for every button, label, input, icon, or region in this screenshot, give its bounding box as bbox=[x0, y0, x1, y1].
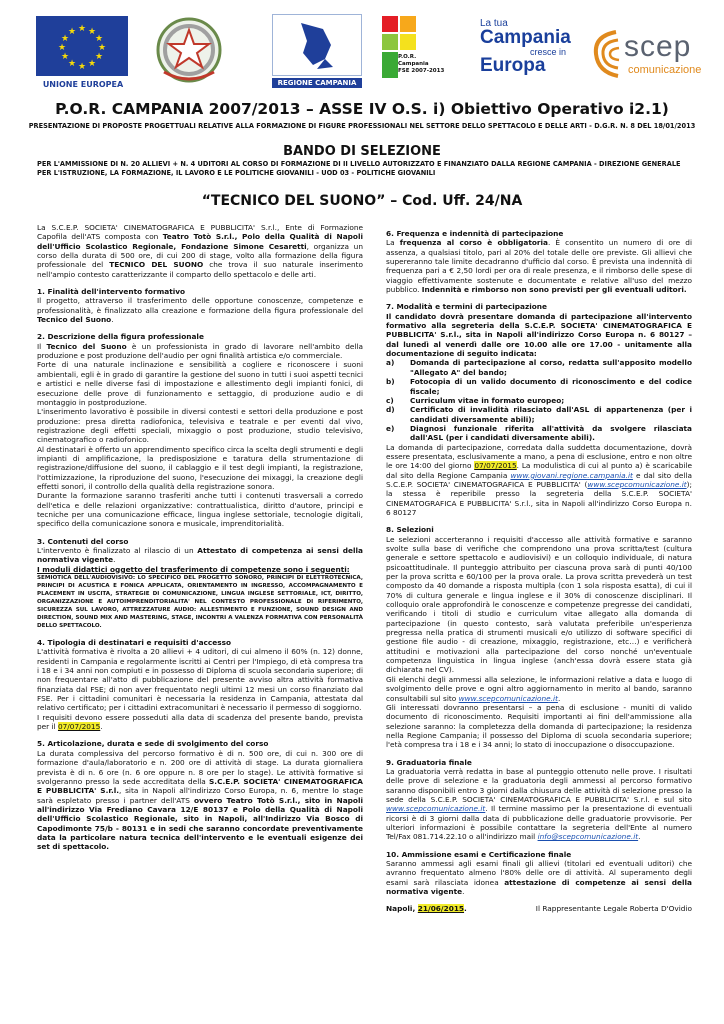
section-paragraph bbox=[386, 767, 692, 842]
campania-line: Campania bbox=[480, 27, 571, 48]
list-marker: a) bbox=[386, 358, 395, 368]
text: . bbox=[113, 555, 116, 565]
campania-line: Europa bbox=[480, 55, 546, 76]
list-text: Fotocopia di un valido documento di riconoscimento e del codice fiscale; bbox=[410, 377, 692, 396]
text: Attestato di competenza ai sensi della normativa vigente bbox=[37, 546, 363, 565]
svg-text:★: ★ bbox=[94, 52, 104, 62]
list-item bbox=[386, 424, 692, 443]
text: . bbox=[462, 887, 465, 897]
text: Teatro Totò S.r.l., Polo della Qualità di Napoli dell'Ufficio Scolastico Regionale, Fondazione Simone Cesaretti bbox=[37, 232, 363, 251]
campania-line: cresce in bbox=[529, 47, 566, 57]
campania-line: La tua bbox=[480, 18, 508, 29]
svg-text:★: ★ bbox=[67, 27, 77, 37]
section-paragraph: L'attività formativa è rivolta a 20 allievi + 4 uditori, di cui almeno il 60% (n. 12) donne, residenti in Campania e regolarmente iscritti ai Centri per l'Impiego, di età compresa tra i 18 e i 34 anni non compiuti e in possesso di Diploma di scuola secondaria superiore; di non frequentare all'atto di pubblicazione del presente avviso altra attività formativa finanziata dal FSE; di non aver frequentato negli ultimi 12 mesi un corso finanziato dal FSE. Per i cittadini comunitari è necessaria la residenza in Campania, attestata dal relativo certificato; per i cittadini extracomunitari è necessario il permesso di soggiorno. bbox=[37, 647, 363, 713]
svg-text:★: ★ bbox=[87, 27, 97, 37]
right-column bbox=[386, 229, 692, 914]
regione-website-link[interactable]: www.giovani.regione.campania.it bbox=[510, 470, 633, 480]
document-title: P.O.R. CAMPANIA 2007/2013 – ASSE IV O.S. i) Obiettivo Operativo i2.1) bbox=[55, 100, 669, 118]
svg-text:★: ★ bbox=[60, 52, 70, 62]
text: La graduatoria verrà redatta in base al punteggio ottenuto nelle prove. I risultati delle prove di selezione e la graduatoria degli ammessi al percorso formativo saranno disponibili entro 3 giorni dalla chiusura delle attività di selezione presso la sede della S.C.E.P. SOCIETA' CINEMATOGRAFICA E PUBBLICITA' S.r.l. e sul sito bbox=[386, 766, 692, 804]
section-paragraph: L'inserimento lavorativo è possibile in diversi contesti e settori della produzione e post produzione: presa diretta radiofonica, televisiva e teatrale e per eventi dal vivo, registrazione degli effetti speciali, mixaggio o post produzione, studio televisivo, cinematografico o radiofonico. bbox=[37, 407, 363, 445]
modules-heading: I moduli didattici oggetto del trasferimento di competenze sono i seguenti: bbox=[37, 564, 350, 574]
section-paragraph bbox=[37, 296, 363, 324]
scep-wordmark: scep bbox=[624, 30, 692, 63]
section-heading: 10. Ammissione esami e Certificazione finale bbox=[386, 849, 572, 859]
section-paragraph bbox=[37, 713, 363, 732]
section-paragraph bbox=[386, 675, 692, 703]
section-paragraph: Gli interessati dovranno presentarsi – a pena di esclusione - muniti di valido documento di riconoscimento. Requisiti importanti ai fini dell'ammissione alla selezione saranno: la completezza della domanda di partecipazione; la residenza nella Regione Campania; il possesso del Diploma di scuola secondaria superiore; l'età compresa tra i 18 e i 34 anni; lo stato di inoccupazione o disoccupazione. bbox=[386, 702, 692, 750]
logo-strip bbox=[0, 12, 724, 90]
list-item bbox=[386, 358, 692, 377]
svg-text:★: ★ bbox=[97, 43, 107, 53]
section-heading: 9. Graduatoria finale bbox=[386, 757, 472, 767]
eu-flag-logo bbox=[36, 16, 128, 76]
bando-subheading: PER L'AMMISSIONE DI N. 20 ALLIEVI + N. 4 UDITORI AL CORSO DI FORMAZIONE DI II LIVELLO AUTORIZZATO E FINANZIATO DALLA REGIONE CAMPANIA - DIREZIONE GENERALE PER L'ISTRUZIONE, LA FORMAZIONE, IL LAVORO E LE POLITICHE GIOVANILI - UOD 03 - POLITICHE GIOVANILI bbox=[37, 160, 681, 177]
svg-text:★: ★ bbox=[60, 34, 70, 44]
eu-label: UNIONE EUROPEA bbox=[42, 80, 124, 89]
text: Tecnico del Suono bbox=[37, 315, 112, 325]
scep-tagline: comunicazione bbox=[628, 64, 702, 76]
section-paragraph bbox=[37, 749, 363, 852]
text: Napoli, bbox=[386, 904, 418, 914]
section-heading: 1. Finalità dell'intervento formativo bbox=[37, 287, 186, 297]
place-date bbox=[386, 904, 467, 913]
section-heading: 6. Frequenza e indennità di partecipazione bbox=[386, 229, 564, 238]
text: Gli elenchi degli ammessi alla selezione, le informazioni relative a data e luogo di svolgimento delle prove e ogni altro aggiornamento in merito al bando, saranno consultabili sul sito bbox=[386, 674, 692, 703]
text: La S.C.E.P. SOCIETA' CINEMATOGRAFICA E PUBBLICITA' S.r.l., Ente di Formazione Capofila dell'ATS composta con bbox=[37, 223, 363, 242]
list-text: Domanda di partecipazione al corso, redatta sull'apposito modello "Allegato A" del bando; bbox=[410, 358, 692, 377]
text: . bbox=[557, 693, 561, 703]
text: , sita in Napoli all'indirizzo Corso Europa, n. 6, mentre lo stage sarà espletato presso i partner dell'ATS bbox=[37, 786, 363, 805]
left-column bbox=[37, 223, 363, 852]
text: I requisiti devono essere posseduti alla data di scadenza del presente bando, prevista per il bbox=[37, 712, 363, 732]
text: TECNICO DEL SUONO bbox=[109, 260, 204, 270]
signature-line bbox=[386, 904, 692, 913]
section-heading: 8. Selezioni bbox=[386, 525, 434, 535]
list-item bbox=[386, 377, 692, 396]
italian-republic-emblem bbox=[150, 14, 228, 86]
text: e dal sito della S.C.E.P. SOCIETA' CINEMATOGRAFICA E PUBBLICITA' ( bbox=[386, 470, 693, 489]
section-paragraph: Il candidato dovrà presentare domanda di partecipazione all'intervento formativo alla segreteria della S.C.E.P. SOCIETA' CINEMATOGRAFICA E PUBBLICITA' S.r.l., sita in Napoli all'indirizzo Corso Europa n. 6 80127 – dal lunedì al venerdì dalle ore 10.00 alle ore 17.00 - unitamente alla documentazione di seguito indicata: bbox=[386, 311, 692, 359]
scep-website-link[interactable]: www.scepcomunicazione.it bbox=[587, 479, 687, 489]
text: La bbox=[386, 238, 400, 248]
text: attestazione di competenze ai sensi della normativa vigente bbox=[386, 877, 692, 897]
list-marker: c) bbox=[386, 395, 394, 405]
svg-text:★: ★ bbox=[67, 59, 77, 69]
campania-europa-logo bbox=[480, 18, 580, 75]
text: ); la stessa è reperibile presso la segreteria della S.C.E.P. SOCIETA' CINEMATOGRAFICA E PUBBLICITA' S.r.l., sita in Napoli all'indirizzo Corso Europa n. 6 80127 bbox=[386, 479, 692, 517]
section-paragraph: Le selezioni accerteranno i requisiti d'accesso alle attività formative e saranno svolte sulla base di verifiche che comprendono una prova scritta/test (cultura generale e settore spettacolo e audiovisivi) e un colloquio individuale, di natura psicoattitudinale. Il punteggio attribuito per ciascuna prova sarà di punti 40/100 per la prova scritta e 60/100 per la prova orale. La prova scritta prevederà un test composto da 40 domande a risposta multipla (con 1 sola risposta esatta), di cui il 70% di cultura generale e lingua inglese e il 30% di conoscenze disciplinari. Il colloquio orale approfondirà le conoscenze e competenze pregresse dei candidati, verificando i titoli di studio e curriculum vitae allegato alla domanda di partecipazione (in questo contesto, sarà valutata preferibile un'esperienza pregressa nella pratica di strumenti musicali e/o utilizzo di software specifici di gestione file audio - di creazione, mixaggio, registrazione, etc…) e verificherà attitudini e motivazioni alla partecipazione del corso nonché un'eventuale competenza linguistica in lingua inglese (anch'essa dovrà essere stata già dichiarata nel CV). bbox=[386, 534, 692, 675]
list-text: Certificato di invalidità rilasciato dall'ASL di appartenenza (per i candidati diversamente abili); bbox=[410, 405, 692, 424]
section-paragraph: Durante la formazione saranno trasferiti anche tutti i contenuti trasversali a corredo dell'etica e delle relazioni organizzative: contrattualistica, diritto d'autore, principi e tecniche per una comunicazione efficace, lingua inglese settoriale, tecnologie digitali, specifico della comunicazione sonora e musicale, imprenditorialità. bbox=[37, 491, 363, 529]
section-paragraph bbox=[386, 859, 692, 896]
text: S.C.E.P. SOCIETA' CINEMATOGRAFICA E PUBBLICITA' S.r.l. bbox=[37, 776, 363, 796]
deadline-date: 07/07/2015 bbox=[474, 461, 517, 471]
email-link[interactable]: info@scepcomunicazione.it bbox=[537, 832, 639, 842]
list-item bbox=[386, 405, 692, 424]
section-heading: 7. Modalità e termini di partecipazione bbox=[386, 302, 547, 312]
text: Il bbox=[37, 341, 47, 351]
svg-text:★: ★ bbox=[87, 59, 97, 69]
text: La durata complessiva del percorso formativo è di n. 500 ore, di cui n. 300 ore di formazione d'aula/laboratorio e n. 200 ore di attività di stage. La durata giornaliera prevista è di n. 6 ore (n. 6 ore oppure n. 8 ore per lo stage). Le attività formative si svolgeranno presso la sede accreditata della bbox=[37, 748, 363, 786]
sign-date: 21/06/2015 bbox=[417, 904, 465, 914]
por-text-line: Campania bbox=[398, 61, 429, 67]
section-paragraph: Al destinatari è offerto un apprendimento specifico circa la scelta degli strumenti e degli impianti di amplificazione, la predisposizione e taratura della strumentazione di registrazione/diffusione del suono, il cablaggio e il test degli impianti, la registrazione, l'ottimizzazione, la riproduzione del suono, l'esecuzione dei mixaggi, la creazione degli effetti sonori, il controllo della qualità della registrazione sonora. bbox=[37, 444, 363, 491]
text: . bbox=[111, 315, 114, 325]
list-marker: d) bbox=[386, 405, 395, 415]
course-title: “TECNICO DEL SUONO” – Cod. Uff. 24/NA bbox=[201, 193, 523, 209]
por-text-line: P.O.R. bbox=[398, 54, 417, 60]
modules-list: SEMIOTICA DELL'AUDIOVISIVO: LO SPECIFICO DEL PROGETTO SONORO, PRINCIPI DI ELETTROTECNICA, PRINCIPI DI ACUSTICA E FONICA APPLICATA, ORIENTAMENTO IN INGRESSO, ACCOMPAGNAMENTO E PLACEMENT IN USCITA, STRATEGIE DI COMUNICAZIONE, LINGUA INGLESE SETTORIALE, ICT, DIRITTO, ORGANIZZAZIONE E AUTOIMPRENDITORIALITA' NEL CONTESTO PROFESSIONALE DI RIFERIMENTO, SICUREZZA SUL LAVORO, ATTREZZATURE AUDIO: ALLESTIMENTO E FUNZIONE, SOUND DESIGN AND DIRECTION, SOUND MIX AND MASTERING, STAGE, INCONTRI A VALENZA FORMATIVA CON PERSONALITÀ DELLO SPETTACOLO. bbox=[37, 575, 363, 630]
text: , organizza un corso della durata di 500 ore, di cui 200 di stage, volto alla formazione della figura professionale del bbox=[37, 241, 363, 270]
legal-representative: Il Rappresentante Legale Roberta D'Ovidio bbox=[535, 904, 692, 914]
list-item bbox=[386, 396, 692, 405]
deadline-date: 07/07/2015 bbox=[57, 722, 101, 732]
list-text: Curriculum vitae in formato europeo; bbox=[410, 395, 565, 405]
text: . bbox=[464, 904, 467, 914]
section-paragraph bbox=[386, 238, 692, 294]
svg-text:★: ★ bbox=[94, 34, 104, 44]
section-paragraph bbox=[37, 342, 363, 361]
section-heading: 2. Descrizione della figura professionale bbox=[37, 332, 204, 342]
text: ovvero Teatro Totò S.r.l., sito in Napoli all'indirizzo Via Frediano Cavara 12/E 80137 e Polo della Qualità di Napoli dell'Ufficio Scolastico Regionale, sito in Napoli, all'Indirizzo Via Bosco di Capodimonte 75/b - 80131 e in sedi che saranno concordate preventivamente data la particolare natura tecnica dell'intervento e le eventuali esigenze dei set di spettacolo. bbox=[37, 795, 363, 852]
text: Tecnico del Suono bbox=[46, 341, 127, 351]
section-paragraph bbox=[37, 546, 363, 565]
section-heading: 4. Tipologia di destinatari e requisiti d'accesso bbox=[37, 638, 231, 648]
text: frequenza al corso è obbligatoria bbox=[399, 238, 548, 248]
svg-text:★: ★ bbox=[57, 43, 67, 53]
list-marker: b) bbox=[386, 377, 395, 387]
por-fse-text bbox=[398, 54, 444, 75]
list-marker: e) bbox=[386, 423, 395, 433]
document-subtitle: PRESENTAZIONE DI PROPOSTE PROGETTUALI RELATIVE ALLA FORMAZIONE DI FIGURE PROFESSIONALI NEL SETTORE DELLO SPETTACOLO E DELLE ARTI - D.G.R. N. 8 DEL 18/01/2013 bbox=[28, 122, 696, 130]
section-paragraph bbox=[386, 443, 692, 518]
text: . Il termine massimo per la presentazione di eventuali ricorsi è di 3 giorni dalla data di pubblicazione delle graduatorie provvisorie. Per ulteriori informazioni è possibile contattare la segreteria dell'Ente al numero Tel/Fax 081.714.22.10 o all'indirizzo mail bbox=[386, 804, 692, 842]
text: Saranno ammessi agli esami finali gli allievi (titolari ed eventuali uditori) che avranno frequentato almeno l'80% delle ore di attività. Al superamento degli esami sarà rilasciata idonea bbox=[386, 859, 692, 887]
regione-campania-logo bbox=[272, 14, 362, 76]
text: Il progetto, attraverso il trasferimento delle opportune conoscenze, competenze e professionalità, è finalizzato alla creazione e formazione della figura professionale del bbox=[37, 296, 363, 315]
text: Indennità e rimborso non sono previsti per gli eventuali uditori. bbox=[421, 285, 687, 295]
list-text: Diagnosi funzionale riferita all'attività da svolgere rilasciata dall'ASL (per i candidati diversamente abili). bbox=[410, 423, 692, 443]
regione-campania-label: REGIONE CAMPANIA bbox=[272, 78, 362, 88]
text: . È consentito un numero di ore di assenza, a qualsiasi titolo, pari al 20% del totale delle ore previste. Gli allievi che supereranno tale limite decadranno d'ufficio dal corso. È prevista una indennità di frequenza pari a € 2,50 lordi per ora di reale presenza, e il rimborso delle spese di viaggio effettivamente sostenute e documentate e relative all'uso del mezzo pubblico. bbox=[386, 238, 692, 295]
text: . La modulistica di cui al punto a) è scaricabile dal sito della Regione Campania bbox=[386, 461, 692, 480]
section-heading: 3. Contenuti del corso bbox=[37, 536, 129, 546]
text: che trova il suo naturale inserimento nell'ampio contesto caratterizzante il comparto dello spettacolo e delle arti. bbox=[37, 260, 364, 279]
por-text-line: FSE 2007-2013 bbox=[398, 68, 445, 74]
section-heading: 5. Articolazione, durata e sede di svolgimento del corso bbox=[37, 739, 269, 749]
svg-text:★: ★ bbox=[77, 62, 87, 72]
section-paragraph: Forte di una naturale inclinazione e sensibilità a cogliere e riconoscere i suoni ambientali, egli è in grado di garantire la gestione del suono in tutti i suoi aspetti tecnici e artistici e nelle diverse fasi di impostazione e allestimento degli impianti fonici, di esecuzione delle prove di funzionamento e settaggio, di produzione audio e di montaggio in postproduzione. bbox=[37, 360, 363, 407]
text: La domanda di partecipazione, corredata dalla suddetta documentazione, dovrà essere presentata, esclusivamente a mano, a pena di esclusione, entro e non oltre le ore 14:00 del giorno bbox=[386, 442, 692, 471]
text: L'intervento è finalizzato al rilascio di un bbox=[37, 546, 198, 555]
svg-text:★: ★ bbox=[77, 24, 87, 34]
scep-website-link[interactable]: www.scepcomunicazione.it bbox=[386, 804, 486, 814]
text: . bbox=[100, 722, 103, 732]
intro-paragraph bbox=[37, 223, 363, 279]
bando-heading: BANDO DI SELEZIONE bbox=[283, 144, 441, 159]
text: . bbox=[638, 832, 641, 842]
text: è un professionista in grado di lavorare nell'ambito della produzione e post produzione dell'audio per ogni finalità artistica e/o commerciale. bbox=[37, 341, 363, 361]
scep-website-link[interactable]: www.scepcomunicazione.it bbox=[458, 693, 558, 703]
